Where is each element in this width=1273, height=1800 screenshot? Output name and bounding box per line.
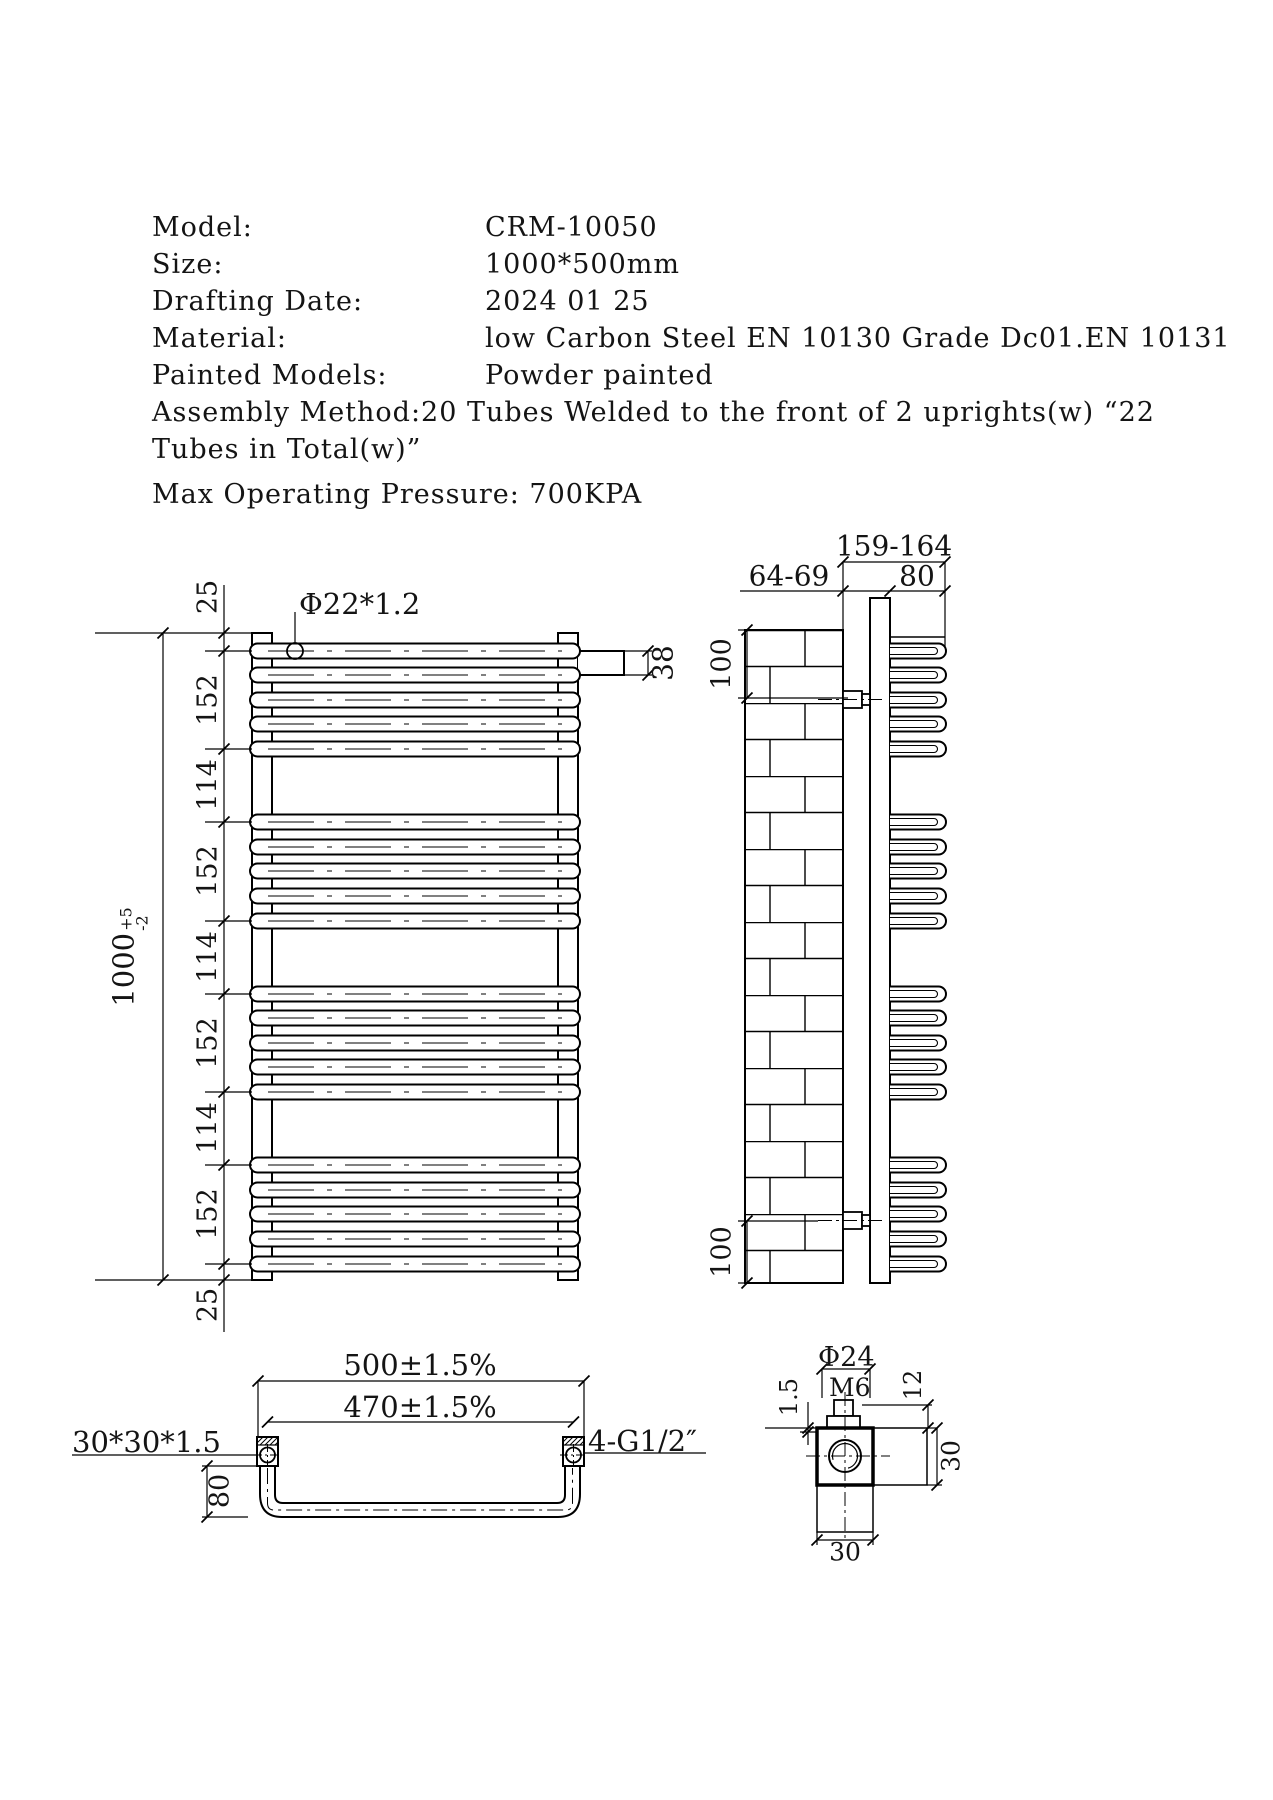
plan-tube: [260, 1466, 580, 1517]
size-label: Size:: [152, 249, 224, 280]
dim-wall-gap: 64-69: [748, 559, 830, 593]
paint-label: Painted Models:: [152, 360, 388, 391]
dim-chain-4: 114: [192, 931, 224, 983]
dim-outlet-spacing: 38: [646, 645, 680, 681]
dim-centers-width: 470±1.5%: [343, 1390, 497, 1424]
dim-bracket-top: 100: [706, 638, 738, 690]
plan-upright-left: [254, 1437, 281, 1467]
connections-label: 4-G1/2″: [588, 1424, 697, 1458]
dim-chain-5: 152: [192, 1017, 224, 1069]
material-value: low Carbon Steel EN 10130 Grade Dc01.EN 10131: [485, 323, 1231, 354]
dim-plan-depth: 80: [204, 1473, 236, 1509]
title-row: [0, 212, 1273, 242]
dim-chain-8: 25: [192, 1287, 224, 1323]
dim-section-depth: 30: [829, 1537, 861, 1567]
model-value: CRM-10050: [485, 212, 658, 243]
dim-overall-height: [107, 907, 152, 1006]
dim-section-width: 30: [936, 1440, 966, 1472]
title-row: [0, 360, 1273, 390]
side-view: [738, 557, 951, 1289]
upright-spec-label: 30*30*1.5: [72, 1425, 221, 1459]
dim-chain-2: 114: [192, 759, 224, 811]
front-outlet-stub: [578, 651, 624, 675]
plan-upright-right: [560, 1437, 587, 1467]
model-label: Model:: [152, 212, 253, 243]
title-row: [0, 249, 1273, 279]
material-label: Material:: [152, 323, 287, 354]
thread-label: M6: [829, 1373, 871, 1402]
overall-height-value: 1000: [106, 932, 141, 1007]
dim-wall-thickness: 1.5: [775, 1377, 803, 1417]
date-value: 2024 01 25: [485, 286, 650, 317]
title-row: [0, 323, 1273, 353]
dim-chain-3: 152: [192, 845, 224, 897]
title-row: [0, 286, 1273, 316]
m6-stud: [834, 1400, 853, 1416]
assembly-method-line2: Tubes in Total(w)”: [152, 434, 422, 465]
date-label: Drafting Date:: [152, 286, 364, 317]
dim-overall-width: 500±1.5%: [343, 1348, 497, 1382]
dim-hole-dia: Φ24: [818, 1342, 875, 1373]
dim-bracket-bottom: 100: [706, 1226, 738, 1278]
dim-chain-7: 152: [192, 1188, 224, 1240]
height-tolerance: +5 -2: [116, 907, 152, 931]
stud-flange: [827, 1416, 860, 1428]
dim-chain-6: 114: [192, 1102, 224, 1154]
wall-section: [745, 559, 843, 1283]
dim-chain-0: 25: [192, 579, 224, 615]
dim-stud-len: 12: [899, 1369, 927, 1401]
dim-loop-depth: 80: [899, 559, 935, 593]
front-tubes: [250, 644, 580, 1272]
paint-value: Powder painted: [485, 360, 714, 391]
max-pressure-line: Max Operating Pressure: 700KPA: [152, 479, 643, 510]
dim-wall-to-front: 159-164: [835, 529, 953, 563]
tube-spec-label: Φ22*1.2: [299, 587, 421, 621]
front-view: [95, 585, 654, 1332]
side-tube-loops: [890, 644, 946, 1272]
dim-chain-1: 152: [192, 674, 224, 726]
size-value: 1000*500mm: [485, 249, 680, 280]
assembly-method-line1: Assembly Method:20 Tubes Welded to the front of 2 uprights(w) “22: [152, 397, 1155, 428]
